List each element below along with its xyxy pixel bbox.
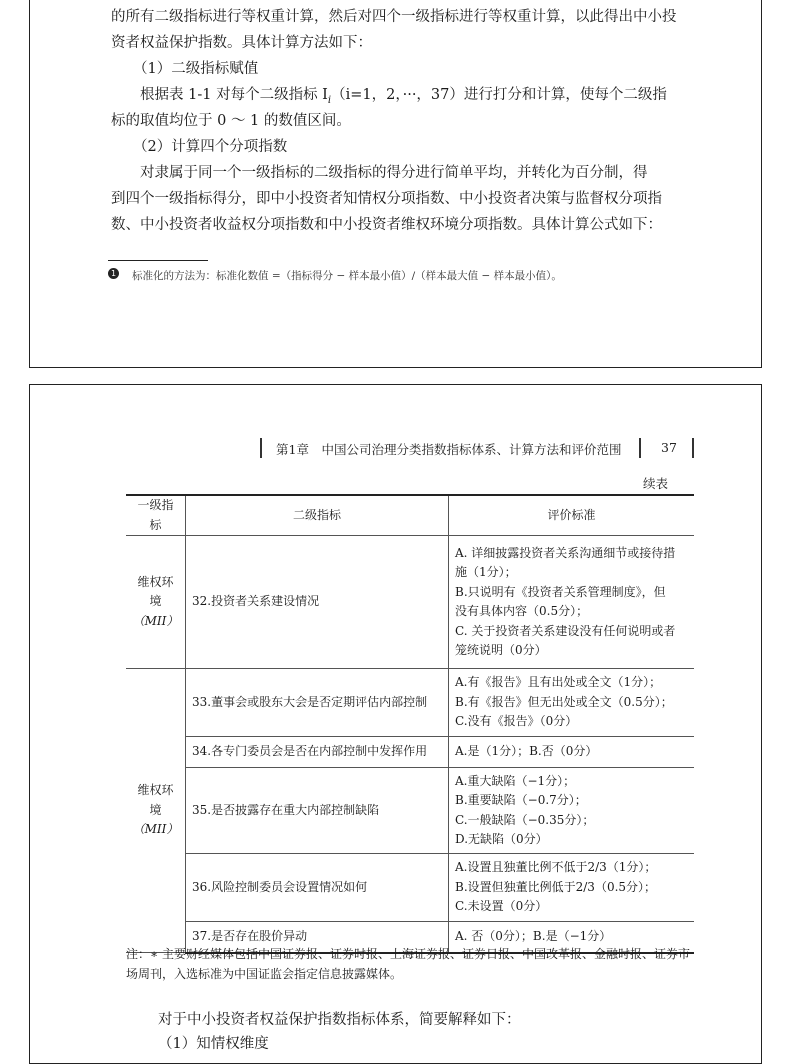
- primary-indicator: 维权环境 （MII）: [126, 536, 186, 669]
- table-row: [126, 669, 694, 737]
- criteria: A.设置且独董比例不低于2/3（1分）； B.设置但独董比例低于2/3（0.5分）； C.未设置（0分）: [449, 854, 695, 922]
- body-line: 数、中小投资者收益权分项指数和中小投资者维权环境分项指数。具体计算公式如下：: [111, 217, 662, 233]
- criteria: A.重大缺陷（−1分）； B.重要缺陷（−0.7分）； C.一般缺陷（−0.35分）； D.无缺陷（0分）: [449, 768, 695, 854]
- secondary-indicator: 35.是否披露存在重大内部控制缺陷: [186, 768, 449, 854]
- header-divider: [692, 438, 694, 458]
- secondary-indicator: 33.董事会或股东大会是否定期评估内部控制: [186, 669, 449, 737]
- body-line: 到四个一级指标得分，即中小投资者知情权分项指数、中小投资者决策与监督权分项指: [111, 191, 662, 207]
- header-divider: [639, 438, 641, 458]
- criteria: A. 详细披露投资者关系沟通细节或接待措 施（1分）； B.只说明有《投资者关系管理制度》，但 没有具体内容（0.5分）； C. 关于投资者关系建设没有任何说明或者 笼统说明（0分）: [449, 536, 695, 669]
- table-row: [126, 737, 694, 768]
- page-number: 37: [661, 440, 677, 455]
- table-note: 注：∗ 主要财经媒体包括中国证券报、证券时报、上海证券报、证券日报、中国改革报、金融时报、证券市场周刊，入选标准为中国证监会指定信息披露媒体。: [126, 947, 690, 981]
- footnote-rule: [108, 260, 208, 261]
- primary-indicator: 维权环境 （MII）: [126, 669, 186, 953]
- footnote: 标准化的方法为：标准化数值 =（指标得分 − 样本最小值）/（样本最大值 − 样本最小值）。: [132, 270, 562, 282]
- col-header: 二级指标: [186, 495, 449, 536]
- table-continued-label: 续表: [643, 476, 669, 491]
- table-row: [126, 536, 694, 669]
- criteria: A.是（1分）；B.否（0分）: [449, 737, 695, 768]
- col-header: 评价标准: [449, 495, 695, 536]
- footnote-marker: 1: [108, 268, 119, 279]
- header-divider: [260, 438, 262, 458]
- body-line: 对于中小投资者权益保护指数指标体系，简要解释如下：: [158, 1012, 521, 1028]
- secondary-indicator: 36.风险控制委员会设置情况如何: [186, 854, 449, 922]
- body-line: 根据表 1-1 对每个二级指标 $I_i(i=1$，2，···，37）进行打分和计算，使每个二级指: [140, 87, 667, 106]
- body-line: 的所有二级指标进行等权重计算，然后对四个一级指标进行等权重计算，以此得出中小投: [111, 9, 677, 25]
- body-line: 资者权益保护指数。具体计算方法如下：: [111, 35, 372, 51]
- indicator-table: [126, 494, 694, 954]
- table-row: [126, 854, 694, 922]
- criteria: A.有《报告》且有出处或全文（1分）； B.有《报告》但无出处或全文（0.5分）； C.没有《报告》（0分）: [449, 669, 695, 737]
- secondary-indicator: 37.是否存在股价异动: [186, 922, 449, 953]
- secondary-indicator: 34.各专门委员会是否在内部控制中发挥作用: [186, 737, 449, 768]
- subheading: （2）计算四个分项指数: [133, 139, 288, 155]
- body-line: 对隶属于同一个一级指标的二级指标的得分进行简单平均，并转化为百分制，得: [140, 165, 648, 181]
- subheading: （1）知情权维度: [158, 1036, 269, 1052]
- secondary-indicator: 32.投资者关系建设情况: [186, 536, 449, 669]
- table-row: [126, 768, 694, 854]
- running-header: 第1章 中国公司治理分类指数指标体系、计算方法和评价范围: [276, 442, 622, 457]
- body-line: 标的取值均位于 0 ～ 1 的数值区间。: [111, 113, 351, 129]
- table-header-row: [126, 495, 694, 536]
- criteria: A. 否（0分）；B.是（−1分）: [449, 922, 695, 953]
- col-header: 一级指标: [126, 495, 186, 536]
- subheading: （1）二级指标赋值: [133, 61, 259, 77]
